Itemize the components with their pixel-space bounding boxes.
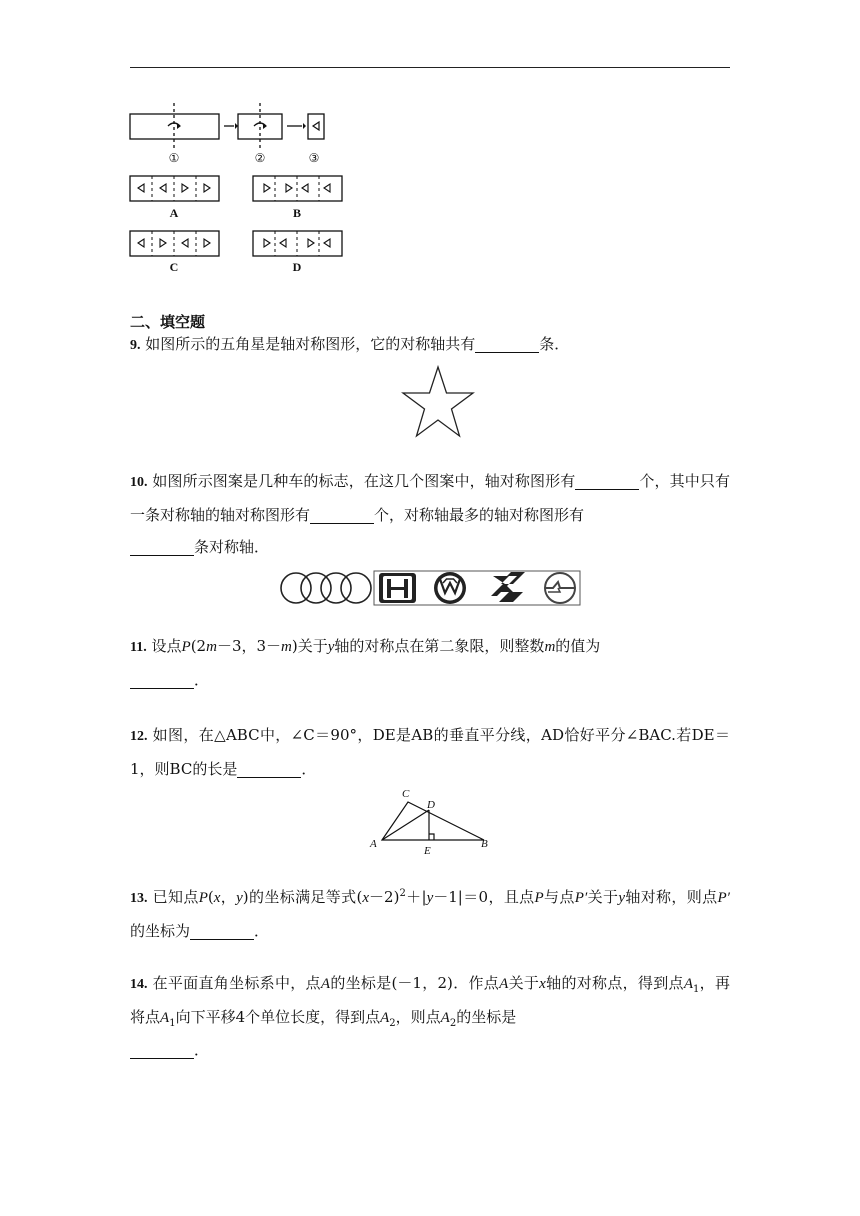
question-text: 在平面直角坐标系中，点 — [152, 974, 321, 992]
exponent: 2 — [399, 888, 406, 899]
question-text: ，再将点 — [130, 974, 730, 1026]
subscript: 2 — [389, 1018, 396, 1029]
math-var: P′ — [574, 890, 588, 906]
math-var: A — [380, 1010, 390, 1026]
math-var: A — [683, 976, 693, 992]
question-text: )关于 — [291, 637, 328, 655]
math-var: P — [534, 890, 544, 906]
question-text: 条对称轴． — [194, 538, 270, 556]
math-var: P — [181, 639, 191, 655]
math-var: y — [618, 890, 625, 906]
question-text: ． — [194, 671, 210, 689]
answer-blank[interactable] — [130, 668, 194, 689]
math-var: m — [281, 639, 292, 655]
question-number: 13. — [130, 891, 148, 906]
question-text: ． — [301, 760, 317, 778]
question-number: 11. — [130, 640, 147, 655]
question-text: －2) — [369, 888, 400, 906]
math-var: y — [327, 639, 335, 655]
question-11 — [130, 630, 730, 696]
question-14 — [130, 967, 730, 1066]
triangle-figure — [365, 784, 495, 856]
audi-logo — [281, 573, 371, 603]
math-var: x — [539, 976, 546, 992]
math-var: x — [362, 890, 370, 906]
question-9 — [130, 328, 730, 362]
label-d: D — [427, 799, 435, 811]
question-10 — [130, 465, 730, 563]
math-var: P — [198, 890, 208, 906]
question-text: 关于 — [587, 888, 619, 906]
section-title: 二、填空题 — [130, 313, 206, 331]
answer-blank[interactable] — [130, 535, 194, 556]
step-label-1: ① — [168, 151, 180, 165]
math-var: m — [544, 639, 556, 655]
option-label-d: D — [292, 260, 302, 274]
question-text: ＋| — [405, 888, 427, 906]
question-text: 轴的对称点，得到点 — [545, 974, 684, 992]
header-rule — [130, 67, 730, 68]
math-var: A — [320, 976, 331, 992]
suzuki-logo — [491, 572, 525, 602]
label-c: C — [402, 788, 410, 800]
label-a: A — [370, 838, 377, 850]
question-text: 如图所示的五角星是轴对称图形，它的对称轴共有 — [145, 335, 476, 353]
math-var: A — [160, 1010, 170, 1026]
math-var: A — [440, 1010, 450, 1026]
question-number: 9. — [130, 338, 141, 353]
question-text: 轴的对称点在第二象限，则整数 — [334, 637, 545, 655]
option-label-c: C — [169, 260, 179, 274]
question-text: ． — [194, 1041, 210, 1059]
question-text: 条． — [539, 335, 570, 353]
subscript: 1 — [169, 1018, 176, 1029]
math-var: y — [426, 890, 434, 906]
question-text: ， — [220, 888, 237, 906]
question-text: －3，3－ — [216, 637, 282, 655]
question-text: 如图所示图案是几种车的标志，在这几个图案中，轴对称图形有 — [152, 472, 576, 490]
question-text: ( — [207, 888, 214, 906]
question-text: 的坐标是(－1，2)．作点 — [330, 974, 500, 992]
question-text: 向下平移4个单位长度，得到点 — [175, 1008, 381, 1026]
question-text: ，则点 — [395, 1008, 441, 1026]
question-text: ． — [254, 922, 270, 940]
question-text: )的坐标满足等式( — [242, 888, 363, 906]
car-logos — [278, 569, 582, 607]
volkswagen-logo — [434, 572, 466, 604]
answer-blank[interactable] — [130, 1038, 194, 1059]
answer-blank[interactable] — [475, 332, 539, 353]
five-point-star — [400, 365, 476, 439]
question-text: 的坐标为 — [130, 922, 191, 940]
answer-blank[interactable] — [310, 503, 374, 524]
question-text: 的坐标是 — [456, 1008, 517, 1026]
question-text: 设点 — [151, 637, 182, 655]
question-text: 轴对称，则点 — [624, 888, 718, 906]
answer-blank[interactable] — [237, 757, 301, 778]
step-label-2: ② — [254, 151, 266, 165]
question-text: 关于 — [508, 974, 540, 992]
question-text: 的值为 — [555, 637, 601, 655]
question-text: (2 — [190, 637, 207, 655]
question-text: 个，其中只有一条对称轴的轴对称图形有 — [130, 472, 730, 524]
math-var: x — [213, 890, 221, 906]
option-strips — [130, 176, 342, 256]
question-text: 个，对称轴最多的轴对称图形有 — [374, 506, 585, 524]
question-number: 10. — [130, 475, 148, 490]
math-var: P′ — [717, 890, 730, 906]
option-label-a: A — [169, 206, 179, 220]
math-var: y — [236, 890, 243, 906]
honda-logo — [379, 573, 416, 603]
label-e: E — [424, 845, 431, 856]
answer-blank[interactable] — [190, 919, 254, 940]
label-b: B — [481, 838, 488, 850]
question-number: 12. — [130, 729, 148, 744]
question-number: 14. — [130, 977, 148, 992]
strip-3 — [308, 114, 324, 139]
subscript: 2 — [449, 1018, 457, 1029]
answer-blank[interactable] — [575, 469, 639, 490]
question-text: 与点 — [543, 888, 575, 906]
opel-logo — [545, 573, 575, 603]
option-label-b: B — [292, 206, 302, 220]
question-13 — [130, 881, 730, 947]
question-text: 已知点 — [152, 888, 199, 906]
subscript: 1 — [693, 984, 700, 995]
question-12 — [130, 719, 730, 785]
math-var: m — [206, 639, 217, 655]
math-var: A — [499, 976, 509, 992]
question-text: －1|＝0，且点 — [433, 888, 535, 906]
step-label-3: ③ — [308, 151, 320, 165]
question-text: 如图，在△ABC中，∠C＝90°，DE是AB的垂直平分线，AD恰好平分∠BAC.若DE＝1，则BC的长是 — [130, 726, 730, 778]
fold-figure — [128, 100, 358, 275]
